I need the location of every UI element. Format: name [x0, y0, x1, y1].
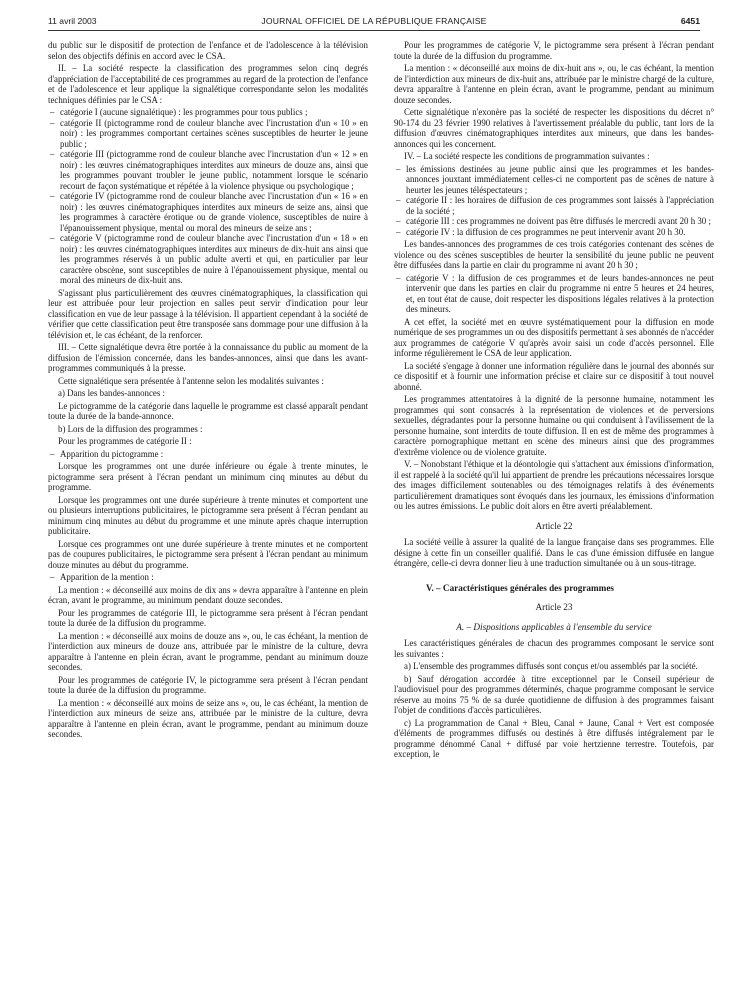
- list-item: – catégorie IV (pictogramme rond de couleur blanche avec l'incrustation d'un « 16 » en noir) : les œuvres cinématographiques interdites aux mineurs de seize ans, ainsi que les programmes à caractère érotique ou de grande violence, susceptibles de nuire à l'épanouissement physique, mental ou moral des mineurs de seize ans ;: [48, 191, 368, 233]
- list-item: – Apparition de la mention :: [48, 572, 368, 583]
- paragraph: S'agissant plus particulièrement des œuvres cinématographiques, la classification qui leur est attribuée pour leur projection en salles peut servir d'indication pour leur classification en vue de leur passage à la télévision. Il appartient cependant à la société de vérifier que cette classification peut être transposée sans dommage pour une diffusion à la télévision et, le cas échéant, de la renforcer.: [48, 287, 368, 340]
- paragraph: La mention : « déconseillé aux moins de dix ans » devra apparaître à l'antenne en plein écran, avant le programme, au minimum pendant douze secondes.: [48, 584, 368, 605]
- article-heading: Article 22: [535, 520, 573, 531]
- right-text-column: [394, 40, 714, 980]
- header-title: JOURNAL OFFICIEL DE LA RÉPUBLIQUE FRANÇAISE: [261, 16, 487, 26]
- list-item: – catégorie V (pictogramme rond de couleur blanche avec l'incrustation d'un « 18 » en noir) : les œuvres cinématographiques interdites aux mineurs de dix-huit ans ainsi que les programmes réservés à un public adulte averti et qui, en particulier par leur caractère obscène, sont susceptibles de nuire à l'épanouissement physique, mental ou moral des mineurs de dix-huit ans.: [48, 233, 368, 286]
- list-item: – catégorie III : ces programmes ne doivent pas être diffusés le mercredi avant 20 h 30 ;: [394, 216, 714, 227]
- paragraph: II. – La société respecte la classification des programmes selon cinq degrés d'appréciation de l'acceptabilité de ces programmes au regard de la protection de l'enfance et de l'adolescence et leur applique la signalétique correspondante selon les modalités techniques définies par le CSA :: [48, 63, 368, 105]
- paragraph: a) Dans les bandes-annonces :: [58, 388, 165, 398]
- dash-list: [48, 107, 368, 286]
- article-heading: Article 23: [535, 602, 573, 612]
- paragraph: III. – Cette signalétique devra être portée à la connaissance du public au moment de la diffusion de l'émission concernée, dans les bandes-annonces, ainsi que dans les avant-programmes communiqués à la presse.: [48, 342, 368, 373]
- paragraph: c) La programmation de Canal + Bleu, Canal + Jaune, Canal + Vert est composée d'éléments de programmes diffusés ou destinés à être diffusés intégralement par le programme dénommé Canal + diffusé par voie hertzienne terrestre. Toutefois, par exception, le: [394, 717, 714, 759]
- dash-list: [394, 273, 714, 315]
- list-item: – Apparition du pictogramme :: [48, 449, 368, 460]
- section-heading: V. – Caractéristiques générales des programmes: [426, 582, 614, 593]
- paragraph: A cet effet, la société met en œuvre systématiquement pour la diffusion en mode numérique de ses programmes un ou des dispositifs permettant à ses abonnés de n'accéder aux programmes de catégorie V qu'après avoir saisi un code d'accès personnel. Elle informe régulièrement le CSA de leur application.: [394, 316, 714, 358]
- list-item: – les émissions destinées au jeune public ainsi que les programmes et les bandes-annonces jouxtant immédiatement celles-ci ne comportent pas de scènes de nature à heurter les jeunes téléspectateurs ;: [394, 164, 714, 196]
- dash-list: [48, 572, 368, 583]
- list-item: – catégorie IV : la diffusion de ces programmes ne peut intervenir avant 20 h 30.: [394, 227, 714, 238]
- left-text-column: [48, 40, 368, 980]
- paragraph: Pour les programmes de catégorie II :: [58, 436, 192, 446]
- header-date: 11 avril 2003: [48, 16, 97, 26]
- paragraph: Cette signalétique sera présentée à l'antenne selon les modalités suivantes :: [58, 375, 324, 386]
- paragraph: Cette signalétique n'exonère pas la société de respecter les dispositions du décret n° 90-174 du 23 février 1990 relatives à l'avertissement préalable du public, tant lors de la diffusion d'œuvres cinématographiques interdites aux mineurs, que dans les bandes-annonces qui les concernent.: [394, 107, 714, 149]
- paragraph: Les programmes attentatoires à la dignité de la personne humaine, notamment les programmes qui sont consacrés à la représentation de violences et de perversions sexuelles, dégradantes pour la personne humaine ou qui conduisent à l'avilissement de la personne humaine, sont interdits de toute diffusion. Il en est de même des programmes à caractère pornographique mettant en scène des mineurs ainsi que des programmes d'extrême violence ou de violence gratuite.: [394, 394, 714, 457]
- paragraph: Pour les programmes de catégorie V, le pictogramme sera présent à l'écran pendant toute la durée de la diffusion du programme.: [394, 40, 714, 61]
- dash-list: [48, 449, 368, 460]
- list-item: – catégorie II (pictogramme rond de couleur blanche avec l'incrustation d'un « 10 » en noir) : les programmes comportant certaines scènes susceptibles de heurter le jeune public ;: [48, 118, 368, 150]
- paragraph: La société veille à assurer la qualité de la langue française dans ses programmes. Elle désigne à cette fin un conseiller qualifié. Dans le cas d'une émission diffusée en langue étrangère, celle-ci devra donner lieu à une traduction simultanée ou à un sous-titrage.: [394, 537, 714, 568]
- paragraph: du public sur le dispositif de protection de l'enfance et de l'adolescence à la télévision selon des objectifs définis en accord avec le CSA.: [48, 40, 368, 61]
- paragraph: Les bandes-annonces des programmes de ces trois catégories contenant des scènes de violence ou des scènes susceptibles de heurter la sensibilité du jeune public ne peuvent être diffusées dans la partie en clair du programme ni avant 20 h 30 ;: [394, 239, 714, 270]
- paragraph: V. – Nonobstant l'éthique et la déontologie qui s'attachent aux émissions d'information, il est rappelé à la société qu'il lui appartient de prendre les précautions nécessaires lorsque des images difficilement soutenables ou des témoignages relatifs à des événements particulièrement dramatiques sont évoqués dans les journaux, les émissions d'information ou les autres émissions. Le public doit alors en être averti préalablement.: [394, 459, 714, 511]
- dash-list: [394, 164, 714, 238]
- paragraph: Lorsque les programmes ont une durée supérieure à trente minutes et comportent une ou plusieurs interruptions publicitaires, le pictogramme sera présent à l'écran pendant au minimum cinq minutes au début du programme et une minute après chaque interruption publicitaire.: [48, 494, 368, 536]
- paragraph: Pour les programmes de catégorie III, le pictogramme sera présent à l'écran pendant toute la durée de la diffusion du programme.: [48, 607, 368, 628]
- list-item: – catégorie II : les horaires de diffusion de ces programmes sont laissés à l'appréciation de la société ;: [394, 195, 714, 216]
- subsection-heading: A. – Dispositions applicables à l'ensemble du service: [456, 621, 652, 632]
- page-number: 6451: [680, 16, 700, 26]
- paragraph: Les caractéristiques générales de chacun des programmes composant le service sont les suivantes :: [394, 638, 714, 659]
- paragraph: b) Sauf dérogation accordée à titre exceptionnel par le Conseil supérieur de l'audiovisuel pour des programmes déterminés, chaque programme composant le service réserve au moins 75 % de sa durée quotidienne de diffusion à des programmes faisant l'objet de conditions d'accès particulières.: [394, 673, 714, 715]
- paragraph: La société s'engage à donner une information régulière dans le journal des abonnés sur ce dispositif et à fournir une information précise et claire sur ce dispositif à tout nouvel abonné.: [394, 360, 714, 392]
- paragraph: IV. – La société respecte les conditions de programmation suivantes :: [404, 151, 650, 161]
- paragraph: Lorsque les programmes ont une durée inférieure ou égale à trente minutes, le pictogramme sera présent à l'écran pendant un minimum cinq minutes au début du programme.: [48, 461, 368, 492]
- paragraph: Le pictogramme de la catégorie dans laquelle le programme est classé apparaît pendant toute la durée de la bande-annonce.: [48, 400, 368, 421]
- paragraph: Lorsque ces programmes ont une durée supérieure à trente minutes et ne comportent pas de coupures publicitaires, le pictogramme sera présent à l'écran pendant au minimum douze minutes au début du programme.: [48, 538, 368, 570]
- paragraph: b) Lors de la diffusion des programmes :: [58, 423, 203, 434]
- list-item: – catégorie V : la diffusion de ces programmes et de leurs bandes-annonces ne peut intervenir que dans les parties en clair du programme ni entre 5 heures et 24 heures, et, en tout état de cause, doit respecter les dispositions légales relatives à la protection des mineurs.: [394, 273, 714, 315]
- page-header: [48, 14, 700, 31]
- paragraph: a) L'ensemble des programmes diffusés sont conçus et/ou assemblés par la société.: [404, 661, 698, 671]
- paragraph: Pour les programmes de catégorie IV, le pictogramme sera présent à l'écran pendant toute la durée de la diffusion du programme.: [48, 674, 368, 695]
- paragraph: La mention : « déconseillé aux moins de dix-huit ans », ou, le cas échéant, la mention de l'interdiction aux mineurs de dix-huit ans, attribuée par le ministre chargé de la culture, devra apparaître à l'antenne en plein écran, avant le programme, pendant au minimum douze secondes.: [394, 63, 714, 105]
- list-item: – catégorie III (pictogramme rond de couleur blanche avec l'incrustation d'un « 12 » en noir) : les œuvres cinématographiques interdites aux mineurs de douze ans, ainsi que les programmes pouvant troubler le jeune public, notamment lorsque le scénario recourt de façon systématique et répétée à la violence physique ou psychologique ;: [48, 149, 368, 191]
- paragraph: La mention : « déconseillé aux moins de seize ans », ou, le cas échéant, la mention de l'interdiction aux mineurs de seize ans, attribuée par le ministre de la culture, devra apparaître à l'antenne en plein écran, avant le programme, pendant au minimum douze secondes.: [48, 697, 368, 739]
- list-item: – catégorie I (aucune signalétique) : les programmes pour tous publics ;: [48, 107, 368, 118]
- paragraph: La mention : « déconseillé aux moins de douze ans », ou, le cas échéant, la mention de l'interdiction aux mineurs de douze ans, attribuée par le ministre de la culture, devra apparaître à l'antenne en plein écran, avant le programme, pendant au minimum douze secondes.: [48, 630, 368, 672]
